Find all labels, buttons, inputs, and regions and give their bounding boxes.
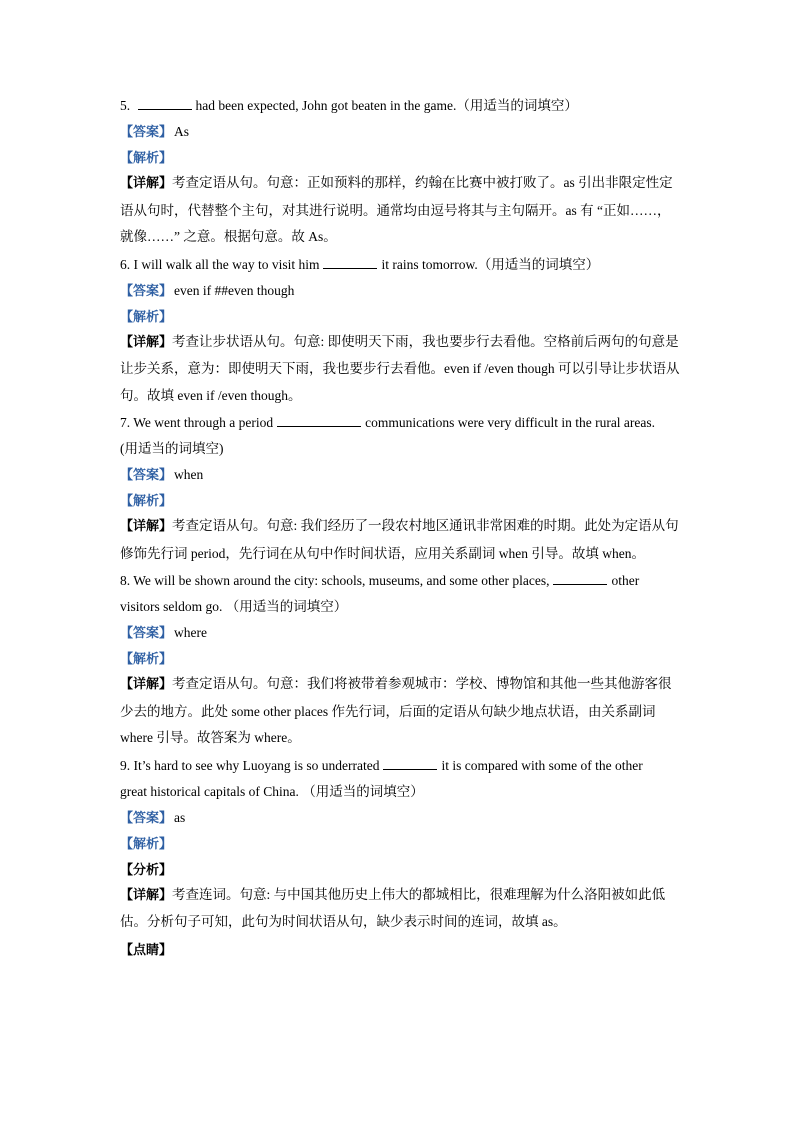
final-note-line (120, 936, 680, 962)
detail-label: 【详解】 (120, 677, 173, 692)
answer-text: when (174, 467, 204, 482)
analysis-line (120, 144, 680, 170)
detail-paragraph (120, 671, 680, 752)
question-text: visitors seldom go. （用适当的词填空） (120, 599, 348, 614)
question-text: great historical capitals of China. （用适当的词填空） (120, 783, 424, 799)
extra-analysis-label: 【分析】 (120, 862, 173, 878)
answer-blank (383, 755, 437, 770)
question-7 (120, 409, 680, 435)
answer-blank (277, 412, 361, 427)
answer-label: 【答案】 (120, 283, 173, 299)
question-8-continued (120, 593, 680, 619)
document-page (120, 92, 680, 962)
answer-label: 【答案】 (120, 810, 173, 826)
answer-blank (553, 570, 607, 585)
detail-text: 考查定语从句。句意: 我们经历了一段农村地区通讯非常困难的时期。此处为定语从句修饰先行词 period，先行词在从句中作时间状语，应用关系副词 when 引导。故填 when。 (120, 518, 679, 561)
question-text: it is compared with some of the other (441, 757, 643, 773)
question-8 (120, 567, 680, 593)
answer-label: 【答案】 (120, 125, 173, 140)
question-9 (120, 752, 680, 778)
question-text: I will walk all the way to visit him (133, 256, 320, 272)
question-text: had been expected, John got beaten in the game.（用适当的词填空） (195, 98, 578, 113)
answer-line (120, 804, 680, 830)
answer-text: as (174, 809, 186, 825)
question-text: other (611, 573, 640, 588)
answer-text: where (174, 625, 207, 640)
question-7-continued (120, 435, 680, 461)
detail-paragraph (120, 882, 680, 936)
question-text: communications were very difficult in the rural areas. (365, 415, 656, 430)
detail-label: 【详解】 (120, 519, 173, 534)
question-text: (用适当的词填空) (120, 441, 224, 456)
analysis-label: 【解析】 (120, 652, 173, 667)
question-number: 9. (120, 757, 131, 773)
detail-paragraph (120, 513, 680, 567)
analysis-label: 【解析】 (120, 151, 173, 166)
answer-label: 【答案】 (120, 626, 173, 641)
detail-label: 【详解】 (120, 887, 173, 903)
question-9-continued (120, 778, 680, 804)
detail-label: 【详解】 (120, 176, 173, 191)
answer-line (120, 277, 680, 303)
question-number: 6. (120, 256, 131, 272)
answer-blank (138, 95, 192, 110)
detail-text: 考查定语从句。句意：我们将被带着参观城市：学校、博物馆和其他一些其他游客很少去的地方。此处 some other places 作先行词，后面的定语从句缺少地点状语，由关系副词 where 引导。故答案为 where。 (120, 676, 672, 745)
detail-label: 【详解】 (120, 334, 173, 350)
question-6 (120, 251, 680, 277)
question-5 (120, 92, 680, 118)
answer-line (120, 619, 680, 645)
question-text: It’s hard to see why Luoyang is so underrated (133, 757, 380, 773)
question-number: 7. (120, 415, 131, 430)
detail-paragraph (120, 170, 680, 251)
analysis-line (120, 830, 680, 856)
analysis-label: 【解析】 (120, 836, 173, 852)
answer-line (120, 118, 680, 144)
question-text: it rains tomorrow.（用适当的词填空） (381, 256, 600, 272)
answer-line (120, 461, 680, 487)
detail-text: 考查定语从句。句意：正如预料的那样，约翰在比赛中被打败了。as 引出非限定性定语从句时，代替整个主句，对其进行说明。通常均由逗号将其与主句隔开。as 有 “正如……， 就像……” 之意。根据句意。故 As。 (120, 175, 673, 244)
detail-text: 考查让步状语从句。句意: 即使明天下雨，我也要步行去看他。空格前后两句的句意是让步关系，意为：即使明天下雨，我也要步行去看他。even if /even though 可以引导让步状语从句。故填 even if /even though。 (120, 333, 680, 403)
analysis-label: 【解析】 (120, 494, 173, 509)
question-number: 8. (120, 573, 131, 588)
detail-paragraph (120, 329, 680, 410)
answer-label: 【答案】 (120, 468, 173, 483)
answer-blank (323, 254, 377, 269)
answer-text: As (174, 124, 190, 139)
extra-analysis-line (120, 856, 680, 882)
question-text: We went through a period (133, 415, 274, 430)
analysis-line (120, 303, 680, 329)
question-number: 5. (120, 98, 131, 113)
question-text: We will be shown around the city: schools, museums, and some other places, (133, 573, 550, 588)
answer-text: even if ##even though (174, 282, 295, 298)
final-note-label: 【点睛】 (120, 942, 173, 958)
analysis-line (120, 645, 680, 671)
detail-text: 考查连词。句意: 与中国其他历史上伟大的都城相比，很难理解为什么洛阳被如此低估。分析句子可知，此句为时间状语从句，缺少表示时间的连词，故填 as。 (120, 886, 666, 929)
analysis-line (120, 487, 680, 513)
analysis-label: 【解析】 (120, 309, 173, 325)
